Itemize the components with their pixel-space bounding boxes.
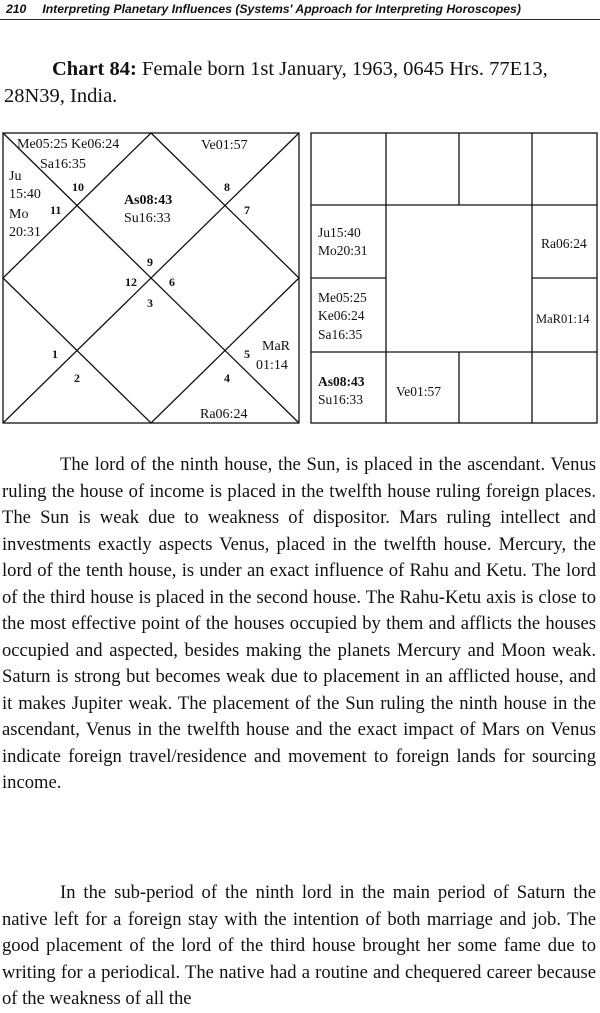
nc-house-8: 8	[224, 180, 230, 194]
header-rule	[0, 19, 600, 20]
sc-su: Su16:33	[318, 392, 364, 407]
nc-house-4: 4	[224, 371, 230, 385]
sc-ju: Ju15:40	[318, 225, 361, 240]
nc-house-9: 9	[147, 255, 153, 269]
nc-bottom: Ra06:24	[200, 407, 248, 422]
nc-top-right: Ve01:57	[201, 138, 248, 153]
nc-house-3: 3	[147, 296, 153, 310]
nc-house-12: 12	[125, 275, 137, 289]
nc-house-6: 6	[169, 275, 175, 289]
nc-right-ma-deg: 01:14	[256, 358, 288, 373]
nc-left-mo-deg: 20:31	[9, 225, 41, 240]
horoscope-charts	[0, 130, 600, 430]
running-header	[6, 0, 596, 18]
nc-house-5: 5	[244, 347, 250, 361]
birth-place: 28N39, India.	[4, 85, 118, 107]
chart-label: Chart 84:	[52, 58, 137, 80]
nc-left-ju-deg: 15:40	[9, 187, 41, 202]
north-indian-chart	[3, 133, 299, 423]
running-title: Interpreting Planetary Influences (Systems' Approach for Interpreting Horoscopes)	[42, 2, 521, 16]
nc-left-ju: Ju	[9, 169, 22, 184]
sc-me: Me05:25	[318, 290, 367, 305]
sc-mo: Mo20:31	[318, 243, 368, 258]
sc-sa: Sa16:35	[318, 327, 363, 342]
nc-asc-2: Su16:33	[124, 211, 171, 226]
nc-left-mo: Mo	[9, 207, 29, 222]
page-number: 210	[6, 2, 27, 16]
nc-top-left-2: Sa16:35	[40, 157, 86, 172]
nc-house-11: 11	[50, 203, 62, 217]
sc-ve: Ve01:57	[396, 384, 441, 399]
sc-as: As08:43	[318, 374, 365, 389]
nc-house-1: 1	[52, 347, 58, 361]
nc-house-10: 10	[72, 180, 84, 194]
birth-details: Female born 1st January, 1963, 0645 Hrs. 77E13,	[141, 58, 548, 80]
sc-ma: MaR01:14	[536, 312, 590, 326]
nc-asc-1: As08:43	[124, 193, 173, 208]
body-paragraph-2: In the sub-period of the ninth lord in the main period of Saturn the native left for a foreign stay with the intention of both marriage and job. The good placement of the lord of the third house brought her some fame due to writing for a periodical. The native had a routine and chequered career because of the weakness of all the	[2, 882, 596, 1009]
sc-ra: Ra06:24	[541, 236, 587, 251]
nc-top-left-1: Me05:25 Ke06:24	[17, 137, 120, 152]
nc-right-ma: MaR	[262, 339, 290, 354]
sc-ke: Ke06:24	[318, 308, 365, 323]
chart-caption	[4, 56, 596, 110]
body-paragraph-1: The lord of the ninth house, the Sun, is placed in the ascendant. Venus ruling the house of income is placed in the twelfth house ruling foreign places. The Sun is weak due to weakness of dispositor. Mars ruling intellect and investments exactly aspects Venus, placed in the twelfth house. Mercury, the lord of the tenth house, is under an exact influence of Rahu and Ketu. The lord of the third house is placed in the second house. The Rahu-Ketu axis is close to the most effective point of the houses occupied by them and afflicts the houses occupied and aspected, besides making the planets Mercury and Moon weak. Saturn is strong but becomes weak due to placement in an afflicted house, and it makes Jupiter weak. The placement of the Sun ruling the ninth house in the ascendant, Venus in the twelfth house and the exact impact of Mars on Venus indicate foreign travel/residence and movement to foreign lands for sourcing income.	[2, 454, 596, 793]
nc-house-2: 2	[74, 371, 80, 385]
nc-house-7: 7	[244, 203, 250, 217]
